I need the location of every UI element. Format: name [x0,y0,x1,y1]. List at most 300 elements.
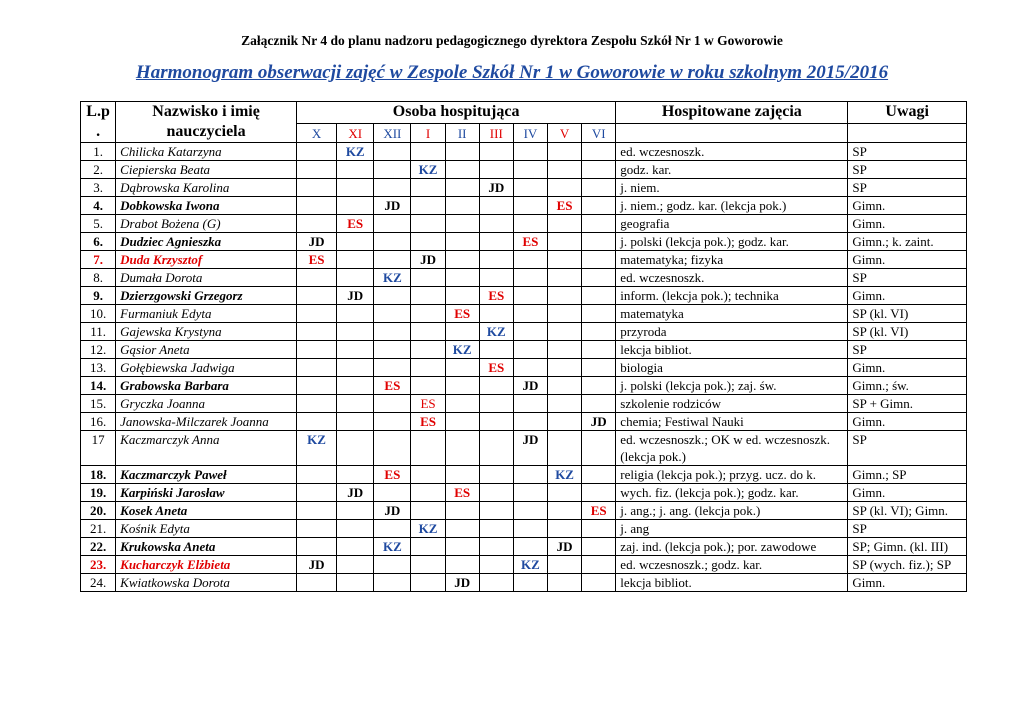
observer-cell [445,323,479,341]
observer-cell [582,484,616,502]
column-header-notes: Uwagi [848,102,967,124]
table-row [81,251,967,269]
row-number: 13. [81,359,116,377]
observer-cell [411,502,445,520]
month-header: IV [513,124,547,143]
observer-cell: JD [582,413,616,431]
lessons-cell: inform. (lekcja pok.); technika [616,287,848,305]
table-row [81,143,967,161]
teacher-name: Duda Krzysztof [116,251,297,269]
observer-cell: ES [548,197,582,215]
notes-cell: SP [848,520,967,538]
observer-cell [411,215,445,233]
observer-cell [296,269,336,287]
month-header: V [548,124,582,143]
observer-cell [582,359,616,377]
observer-cell [296,377,336,395]
observer-cell [374,161,411,179]
notes-cell: Gimn. [848,359,967,377]
observer-cell [296,215,336,233]
observer-cell: JD [337,287,374,305]
observer-cell [513,574,547,592]
observer-cell [479,395,513,413]
observer-cell: ES [374,377,411,395]
notes-cell: SP (kl. VI); Gimn. [848,502,967,520]
lessons-cell: godz. kar. [616,161,848,179]
observer-cell: ES [445,305,479,323]
observer-cell: JD [513,431,547,466]
observer-cell [411,484,445,502]
lessons-cell: szkolenie rodziców [616,395,848,413]
observer-cell [374,287,411,305]
column-header-name: Nazwisko i imię nauczyciela [116,102,297,143]
observer-cell [582,431,616,466]
notes-cell: Gimn.; św. [848,377,967,395]
lessons-cell: chemia; Festiwal Nauki [616,413,848,431]
observer-cell [513,323,547,341]
observer-cell [479,233,513,251]
observer-cell [445,395,479,413]
observer-cell [513,520,547,538]
observer-cell [513,251,547,269]
lessons-cell: wych. fiz. (lekcja pok.); godz. kar. [616,484,848,502]
observer-cell [445,251,479,269]
observer-cell [374,359,411,377]
table-row [81,359,967,377]
observer-cell [411,359,445,377]
observer-cell [582,269,616,287]
table-row [81,377,967,395]
observer-cell: ES [374,466,411,484]
observer-cell: JD [374,502,411,520]
observer-cell [374,323,411,341]
observer-cell [582,305,616,323]
observer-cell [548,395,582,413]
table-row [81,341,967,359]
observer-cell [479,466,513,484]
observer-cell [411,143,445,161]
observer-cell [513,215,547,233]
notes-cell: Gimn. [848,287,967,305]
month-header: III [479,124,513,143]
observer-cell [479,305,513,323]
month-header: XI [337,124,374,143]
observer-cell [411,323,445,341]
observer-cell [479,413,513,431]
lessons-cell: j. ang [616,520,848,538]
notes-subheader-blank [848,124,967,143]
observer-cell: KZ [374,538,411,556]
observer-cell [445,197,479,215]
table-row [81,574,967,592]
month-header: X [296,124,336,143]
observer-cell [513,413,547,431]
row-number: 7. [81,251,116,269]
observer-cell [337,574,374,592]
row-number: 6. [81,233,116,251]
observer-cell [411,556,445,574]
observer-cell [374,143,411,161]
notes-cell: Gimn.; k. zaint. [848,233,967,251]
observer-cell [548,269,582,287]
observer-cell: JD [337,484,374,502]
row-number: 8. [81,269,116,287]
observer-cell [479,377,513,395]
observer-cell [479,502,513,520]
observer-cell: JD [479,179,513,197]
observer-cell [445,287,479,305]
row-number: 19. [81,484,116,502]
row-number: 17 [81,431,116,466]
observer-cell [296,161,336,179]
observer-cell [411,233,445,251]
teacher-name: Grabowska Barbara [116,377,297,395]
observer-cell [548,520,582,538]
observer-cell [582,179,616,197]
observer-cell [445,466,479,484]
observer-cell [548,484,582,502]
teacher-name: Gryczka Joanna [116,395,297,413]
teacher-name: Chilicka Katarzyna [116,143,297,161]
observer-cell [548,251,582,269]
teacher-name: Kośnik Edyta [116,520,297,538]
notes-cell: SP [848,179,967,197]
notes-cell: SP [848,341,967,359]
table-row [81,556,967,574]
observer-cell [479,197,513,215]
observer-cell [374,556,411,574]
observer-cell [582,251,616,269]
notes-cell: Gimn. [848,251,967,269]
notes-cell: SP; Gimn. (kl. III) [848,538,967,556]
lessons-cell: ed. wczesnoszk. [616,269,848,287]
observer-cell [337,251,374,269]
lessons-cell: j. niem.; godz. kar. (lekcja pok.) [616,197,848,215]
row-number: 3. [81,179,116,197]
observer-cell: KZ [411,161,445,179]
observer-cell [445,502,479,520]
observer-cell: KZ [445,341,479,359]
observer-cell [296,538,336,556]
observer-cell: KZ [296,431,336,466]
row-number: 14. [81,377,116,395]
observer-cell [479,520,513,538]
teacher-name: Janowska-Milczarek Joanna [116,413,297,431]
notes-cell: SP [848,269,967,287]
observer-cell [582,161,616,179]
observer-cell [582,377,616,395]
row-number: 1. [81,143,116,161]
notes-cell: SP [848,143,967,161]
row-number: 15. [81,395,116,413]
table-row [81,538,967,556]
observer-cell [337,538,374,556]
table-row [81,413,967,431]
document-subtitle: Załącznik Nr 4 do planu nadzoru pedagogicznego dyrektora Zespołu Szkół Nr 1 w Goworowie [241,33,783,48]
row-number: 4. [81,197,116,215]
observer-cell [479,143,513,161]
teacher-name: Karpiński Jarosław [116,484,297,502]
lessons-cell: j. ang.; j. ang. (lekcja pok.) [616,502,848,520]
observer-cell: ES [445,484,479,502]
month-header: I [411,124,445,143]
observer-cell [548,179,582,197]
observer-cell [296,323,336,341]
lessons-cell: religia (lekcja pok.); przyg. ucz. do k. [616,466,848,484]
month-header: XII [374,124,411,143]
observer-cell: ES [411,395,445,413]
observer-cell [374,520,411,538]
observer-cell [337,197,374,215]
observer-cell [337,305,374,323]
observer-cell: KZ [411,520,445,538]
table-row [81,215,967,233]
observer-cell: JD [296,233,336,251]
lessons-cell: zaj. ind. (lekcja pok.); por. zawodowe [616,538,848,556]
observer-cell [513,359,547,377]
observer-cell [445,413,479,431]
observer-cell [445,431,479,466]
observer-cell [445,143,479,161]
observer-cell [479,538,513,556]
observer-cell: KZ [479,323,513,341]
lessons-cell: matematyka [616,305,848,323]
observer-cell [445,556,479,574]
teacher-name: Ciepierska Beata [116,161,297,179]
observer-cell [337,323,374,341]
observer-cell [374,251,411,269]
observer-cell [582,215,616,233]
observer-cell: JD [548,538,582,556]
observer-cell [296,359,336,377]
observer-cell [548,215,582,233]
observer-cell [445,520,479,538]
observer-cell: JD [296,556,336,574]
observer-cell [513,287,547,305]
observer-cell [479,341,513,359]
observer-cell [411,269,445,287]
observer-cell [337,161,374,179]
observer-cell [337,179,374,197]
observer-cell: JD [411,251,445,269]
observer-cell [445,233,479,251]
row-number: 10. [81,305,116,323]
observer-cell [296,197,336,215]
teacher-name: Kaczmarczyk Anna [116,431,297,466]
observer-cell [296,179,336,197]
lessons-cell: j. niem. [616,179,848,197]
table-row [81,323,967,341]
observer-cell [337,556,374,574]
observer-cell: ES [513,233,547,251]
observer-cell [548,323,582,341]
observer-cell [513,179,547,197]
observer-cell [374,341,411,359]
lessons-cell: lekcja bibliot. [616,574,848,592]
observer-cell [582,466,616,484]
observer-cell [513,484,547,502]
observer-cell [582,197,616,215]
observer-cell [411,466,445,484]
observer-cell [479,251,513,269]
observer-cell [411,197,445,215]
observer-cell [582,395,616,413]
row-number: 18. [81,466,116,484]
observer-cell [548,431,582,466]
observer-cell [296,305,336,323]
row-number: 12. [81,341,116,359]
observer-cell [337,377,374,395]
observer-cell: JD [513,377,547,395]
column-header-observer: Osoba hospitująca [296,102,615,124]
observer-cell [374,395,411,413]
row-number: 21. [81,520,116,538]
observer-cell [548,161,582,179]
lessons-cell: przyroda [616,323,848,341]
teacher-name: Kucharczyk Elżbieta [116,556,297,574]
observer-cell: JD [445,574,479,592]
teacher-name: Gąsior Aneta [116,341,297,359]
observer-cell: JD [374,197,411,215]
table-row [81,484,967,502]
observer-cell [479,556,513,574]
observer-cell [548,359,582,377]
observer-cell [582,538,616,556]
observer-cell [374,215,411,233]
observer-cell [337,431,374,466]
observer-cell [296,502,336,520]
observer-cell [479,484,513,502]
observer-cell [513,466,547,484]
notes-cell: Gimn. [848,484,967,502]
observer-cell: KZ [337,143,374,161]
observer-cell [374,484,411,502]
observer-cell [513,502,547,520]
observer-cell [513,269,547,287]
row-number: 2. [81,161,116,179]
table-row [81,305,967,323]
lessons-cell: biologia [616,359,848,377]
notes-cell: SP (wych. fiz.); SP [848,556,967,574]
teacher-name: Kaczmarczyk Paweł [116,466,297,484]
row-number: 23. [81,556,116,574]
row-number: 22. [81,538,116,556]
observer-cell [582,341,616,359]
observer-cell: KZ [374,269,411,287]
notes-cell: SP [848,161,967,179]
table-row [81,466,967,484]
observer-cell [513,305,547,323]
observer-cell [548,556,582,574]
observer-cell [337,413,374,431]
observer-cell [411,305,445,323]
notes-cell: SP [848,431,967,466]
observer-cell: ES [479,287,513,305]
observer-cell [337,395,374,413]
observer-cell [337,341,374,359]
observer-cell [411,377,445,395]
observer-cell [296,574,336,592]
row-number: 24. [81,574,116,592]
lessons-subheader-blank [616,124,848,143]
table-row [81,520,967,538]
observer-cell: ES [582,502,616,520]
observer-cell [548,377,582,395]
observer-cell [337,269,374,287]
table-row [81,502,967,520]
observer-cell [513,395,547,413]
observer-cell [582,556,616,574]
notes-cell: Gimn.; SP [848,466,967,484]
teacher-name: Gajewska Krystyna [116,323,297,341]
observer-cell [548,574,582,592]
document-title: Harmonogram obserwacji zajęć w Zespole Szkół Nr 1 w Goworowie w roku szkolnym 2015/2016 [135,62,889,83]
observer-cell [582,574,616,592]
observer-cell: KZ [513,556,547,574]
observer-cell [445,269,479,287]
month-header: VI [582,124,616,143]
teacher-name: Dobkowska Iwona [116,197,297,215]
observer-cell [582,233,616,251]
lessons-cell: geografia [616,215,848,233]
row-number: 5. [81,215,116,233]
observer-cell [582,323,616,341]
observer-cell [337,359,374,377]
table-row [81,395,967,413]
table-row [81,161,967,179]
observer-cell [411,287,445,305]
observer-cell [582,287,616,305]
table-row [81,233,967,251]
table-row [81,197,967,215]
lessons-cell: ed. wczesnoszk.; godz. kar. [616,556,848,574]
observer-cell [411,574,445,592]
column-header-lp: L.p . [81,102,116,143]
observer-cell [337,233,374,251]
observer-cell [374,179,411,197]
observer-cell [513,143,547,161]
observer-cell: ES [479,359,513,377]
notes-cell: Gimn. [848,574,967,592]
observer-cell [411,179,445,197]
observer-cell [548,233,582,251]
observer-cell [513,538,547,556]
observation-schedule-table [80,101,967,592]
observer-cell [374,305,411,323]
observer-cell [445,359,479,377]
observer-cell [479,431,513,466]
lessons-cell: j. polski (lekcja pok.); zaj. św. [616,377,848,395]
observer-cell [479,215,513,233]
lessons-cell: j. polski (lekcja pok.); godz. kar. [616,233,848,251]
teacher-name: Dudziec Agnieszka [116,233,297,251]
observer-cell [548,305,582,323]
observer-cell [411,431,445,466]
observer-cell [582,520,616,538]
notes-cell: Gimn. [848,413,967,431]
notes-cell: SP (kl. VI) [848,305,967,323]
observer-cell [513,161,547,179]
teacher-name: Gołębiewska Jadwiga [116,359,297,377]
table-row [81,269,967,287]
observer-cell [445,377,479,395]
observer-cell [411,341,445,359]
observer-cell [548,502,582,520]
observer-cell [337,502,374,520]
observer-cell: ES [296,251,336,269]
observer-cell [479,269,513,287]
observer-cell: ES [337,215,374,233]
